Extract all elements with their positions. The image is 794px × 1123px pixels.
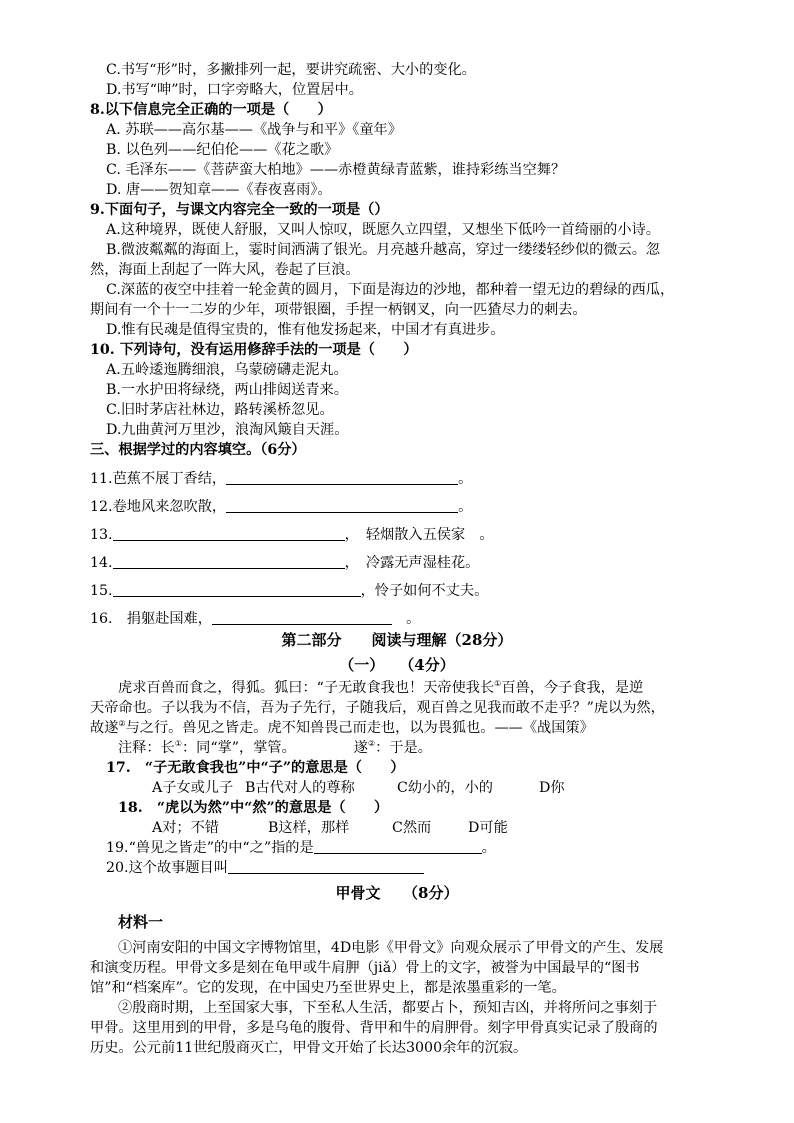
- q19-suffix: 。: [481, 840, 496, 856]
- q11: [90, 469, 472, 489]
- q16-suffix: 。: [391, 611, 421, 627]
- q14-prefix: 14.: [90, 555, 113, 571]
- q16: [90, 609, 420, 629]
- q10-option-d: D.九曲黄河万里沙，浪淘风簸自天涯。: [106, 422, 349, 438]
- q13: [90, 525, 494, 545]
- part2-title: 第二部分 阅读与理解（28分）: [281, 631, 513, 649]
- reading1-line1-b: 百兽，今子食我，是逆: [501, 680, 644, 696]
- reading1-line3-b: 与之行。兽见之皆走。虎不知兽畏己而走也，以为畏狐也。——《战国策》: [125, 720, 594, 736]
- q19-answer-blank[interactable]: [314, 838, 482, 854]
- q12-suffix: 。: [458, 499, 473, 515]
- q7-option-d: D.书写“呻”时，口字旁略大，位置居中。: [106, 82, 363, 98]
- q10-title: 10. 下列诗句，没有运用修辞手法的一项是（ ）: [90, 342, 418, 358]
- q13-answer-blank[interactable]: [113, 525, 345, 541]
- q12: [90, 497, 472, 517]
- footnote-mark-2: ②: [118, 719, 126, 728]
- q10-option-b: B.一水护田将绿绕，两山排闼送青来。: [106, 382, 348, 398]
- q10-option-a: A.五岭逶迤腾细浪，乌蒙磅礴走泥丸。: [106, 362, 348, 378]
- q17-title: 17. “子无敢食我也”中“子”的意思是（ ）: [106, 760, 405, 776]
- q16-prefix: 16. 捐躯赴国难，: [90, 611, 212, 627]
- oracle-p1-line1: ①河南安阳的中国文字博物馆里，4D电影《甲骨文》向观众展示了甲骨文的产生、发展: [118, 940, 664, 956]
- q9-option-b-line2: 然，海面上刮起了一阵大风，卷起了巨浪。: [90, 262, 360, 278]
- footnote-mark-1: ①: [494, 679, 502, 688]
- q15-prefix: 15.: [90, 583, 113, 599]
- q18-option-a[interactable]: A对；不错: [152, 820, 219, 836]
- q11-answer-blank[interactable]: [226, 469, 458, 485]
- q13-suffix: ， 轻烟散入五侯家 。: [344, 527, 494, 543]
- q18-options: [152, 818, 508, 838]
- note-b: ：同“掌”，掌管。: [181, 740, 296, 756]
- oracle-p2-line3: 历史。公元前11世纪殷商灭亡，甲骨文开始了长达3000余年的沉寂。: [90, 1040, 528, 1056]
- q8-title: 8.以下信息完全正确的一项是（ ）: [90, 102, 332, 118]
- reading1-line2: 天帝命也。子以我为不信，吾为子先行，子随我后，观百兽之见我而敢不走乎？”虎以为然，: [90, 700, 665, 716]
- note-c: 遂: [353, 740, 368, 756]
- q9-option-c-line1: C.深蓝的夜空中挂着一轮金黄的圆月，下面是海边的沙地，都种着一望无边的碧绿的西瓜，: [106, 282, 675, 298]
- note-d: ：于是。: [375, 740, 432, 756]
- note-mark-1: ①: [174, 739, 182, 748]
- q20: [106, 858, 424, 878]
- q8-option-a: A. 苏联——高尔基——《战争与和平》《童年》: [106, 122, 402, 138]
- q19: [106, 838, 496, 858]
- reading1-line3: [90, 718, 594, 738]
- q13-prefix: 13.: [90, 527, 113, 543]
- q12-answer-blank[interactable]: [226, 497, 458, 513]
- q14: [90, 553, 479, 573]
- section3-title: 三、根据学过的内容填空。（6分）: [90, 442, 306, 458]
- q19-prefix: 19.“兽见之皆走”的中“之”指的是: [106, 840, 314, 856]
- reading1-line3-a: 故遂: [90, 720, 119, 736]
- q18-option-d[interactable]: D可能: [468, 820, 508, 836]
- q20-prefix: 20.这个故事题目叫: [106, 860, 228, 876]
- q17-option-a[interactable]: A子女或儿子: [152, 780, 234, 796]
- q11-prefix: 11.芭蕉不展丁香结，: [90, 471, 227, 487]
- q18-option-b[interactable]: B这样，那样: [268, 820, 350, 836]
- q16-answer-blank[interactable]: [212, 609, 392, 625]
- q14-suffix: ， 冷露无声湿桂花。: [344, 555, 480, 571]
- q18-option-c[interactable]: C然而: [392, 820, 432, 836]
- note-mark-2: ②: [367, 739, 376, 748]
- q15-suffix: ，怜子如何不丈夫。: [360, 583, 489, 599]
- q9-option-c-line2: 期间有一个十一二岁的少年，项带银圈，手捏一柄钢叉，向一匹猹尽力的刺去。: [90, 302, 587, 318]
- q7-option-c: C.书写“形”时，多撇排列一起，要讲究疏密、大小的变化。: [106, 62, 476, 78]
- reading1-line1-a: 虎求百兽而食之，得狐。狐曰：“子无敢食我也！天帝使我长: [118, 680, 495, 696]
- q12-prefix: 12.卷地风来忽吹散，: [90, 499, 227, 515]
- note-a: 注释：长: [118, 740, 175, 756]
- q15: [90, 581, 488, 601]
- q9-option-b-line1: B.微波粼粼的海面上，霎时间洒满了银光。月亮越升越高，穿过一缕缕轻纱似的微云。忽: [106, 242, 661, 258]
- q20-answer-blank[interactable]: [228, 858, 424, 874]
- reading1-title: （一） （4分）: [339, 656, 455, 674]
- q17-option-c[interactable]: C幼小的，小的: [397, 780, 493, 796]
- oracle-title: 甲骨文 （8分）: [335, 884, 459, 902]
- oracle-p1-line2: 和演变历程。甲骨文多是刻在龟甲或牛肩胛（jiǎ）骨上的文字，被誉为中国最早的“图书: [90, 960, 640, 976]
- oracle-p2-line1: ②殷商时期，上至国家大事，下至私人生活，都要占卜，预知吉凶，并将所问之事刻于: [118, 1000, 658, 1016]
- q17-option-b[interactable]: B古代对人的尊称: [245, 780, 355, 796]
- q15-answer-blank[interactable]: [113, 581, 361, 597]
- oracle-p1-line3: 馆”和“档案库”。它的发现，在中国史乃至世界史上，都是浓墨重彩的一笔。: [90, 980, 566, 996]
- q18-title: 18. “虎以为然”中“然”的意思是（ ）: [118, 800, 389, 816]
- material1-title: 材料一: [118, 913, 164, 931]
- q9-title: 9.下面句子，与课文内容完全一致的一项是（）: [90, 202, 389, 218]
- q8-option-d: D. 唐——贺知章——《春夜喜雨》。: [106, 182, 332, 198]
- q14-answer-blank[interactable]: [113, 553, 345, 569]
- q17-option-d[interactable]: D你: [539, 780, 565, 796]
- q17-options: [152, 778, 565, 798]
- reading1-line1: [118, 678, 643, 698]
- q8-option-c: C. 毛泽东——《菩萨蛮大柏地》——赤橙黄绿青蓝紫，谁持彩练当空舞？: [106, 162, 566, 178]
- q9-option-d: D.惟有民魂是值得宝贵的，惟有他发扬起来，中国才有真进步。: [106, 322, 505, 338]
- q10-option-c: C.旧时茅店社林边，路转溪桥忽见。: [106, 402, 334, 418]
- q9-option-a: A.这种境界，既使人舒服，又叫人惊叹，既愿久立四望，又想坐下低吟一首绮丽的小诗。: [106, 222, 660, 238]
- q8-option-b: B. 以色列——纪伯伦——《花之歌》: [106, 142, 339, 158]
- oracle-p2-line2: 甲骨。这里用到的甲骨，多是乌龟的腹骨、背甲和牛的肩胛骨。刻字甲骨真实记录了殷商的: [90, 1020, 658, 1036]
- q11-suffix: 。: [458, 471, 473, 487]
- reading1-notes: [118, 738, 432, 758]
